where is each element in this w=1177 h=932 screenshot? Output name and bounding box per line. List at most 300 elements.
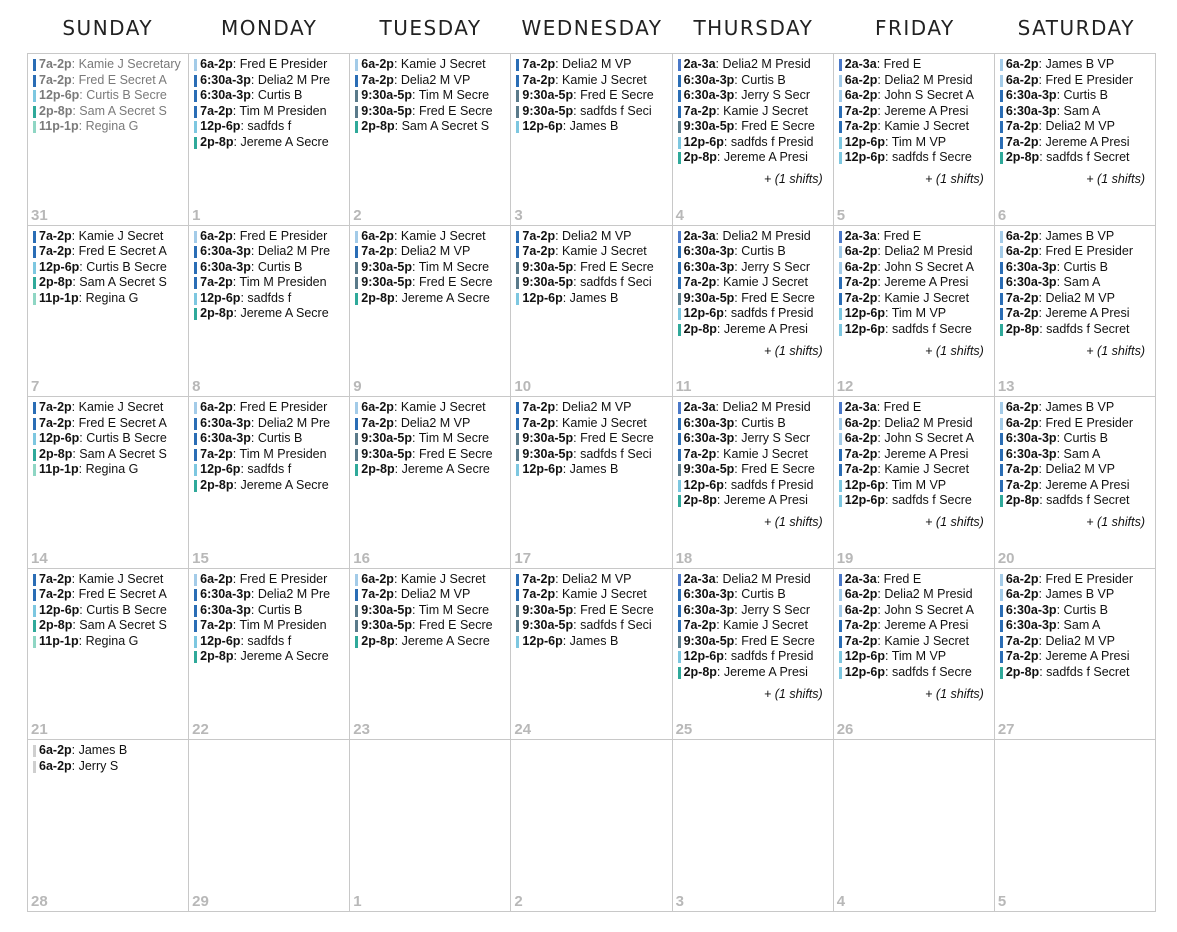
shift-entry[interactable] (677, 119, 831, 135)
day-cell[interactable] (189, 226, 350, 398)
shift-entry[interactable] (32, 462, 186, 478)
day-number: 27 (997, 721, 1015, 739)
shift-entry[interactable] (999, 447, 1153, 463)
shift-entry[interactable] (838, 618, 992, 634)
shift-assignee: Fred E Secre (418, 275, 493, 290)
shift-time: 6a-2p (1005, 415, 1039, 430)
shift-entry[interactable] (32, 759, 186, 775)
more-shifts-link[interactable]: + (1 shifts) (764, 172, 823, 186)
shift-entry[interactable] (193, 478, 347, 494)
shift-entry[interactable] (193, 88, 347, 104)
shift-separator: : (1039, 493, 1047, 508)
shift-entry[interactable] (32, 618, 186, 634)
shift-entry[interactable] (354, 634, 508, 650)
shift-entry[interactable] (677, 603, 831, 619)
shift-time: 7a-2p (200, 446, 233, 461)
shift-entry[interactable] (999, 416, 1153, 432)
shift-separator: : (877, 618, 885, 633)
shift-entry[interactable] (677, 493, 831, 509)
day-cell[interactable] (673, 54, 834, 226)
shift-separator: : (232, 103, 240, 118)
shift-time: 7a-2p (39, 400, 72, 415)
shift-entry[interactable] (838, 135, 992, 151)
shift-assignee: Fred E Secre (741, 119, 815, 133)
shift-time: 12p-6p (39, 259, 80, 274)
shift-entry[interactable] (32, 572, 186, 588)
shift-entry[interactable] (838, 322, 992, 338)
shift-entry[interactable] (32, 260, 186, 276)
shift-entry[interactable] (677, 275, 831, 291)
shift-entry[interactable] (677, 462, 831, 478)
shift-entry[interactable] (838, 104, 992, 120)
shift-entry[interactable] (999, 478, 1153, 494)
day-cell[interactable] (995, 397, 1156, 569)
shift-entry[interactable] (677, 73, 831, 89)
shift-entry[interactable] (515, 244, 669, 260)
shift-entry[interactable] (193, 587, 347, 603)
shift-entry[interactable] (838, 244, 992, 260)
shift-time: 2p-8p (200, 649, 234, 664)
day-cell[interactable] (834, 740, 995, 912)
shift-entry[interactable] (999, 649, 1153, 665)
day-cell[interactable] (28, 397, 189, 569)
shift-entry[interactable] (838, 291, 992, 307)
day-cell[interactable] (28, 569, 189, 741)
shift-entry[interactable] (354, 275, 508, 291)
shift-entry[interactable] (193, 119, 347, 135)
shift-separator: : (71, 228, 79, 243)
shift-separator: : (412, 275, 419, 290)
shift-assignee: Tim M Secre (418, 88, 490, 102)
more-shifts-link[interactable]: + (1 shifts) (764, 686, 823, 701)
shift-entry[interactable] (32, 587, 186, 603)
shift-entry[interactable] (193, 229, 347, 245)
shift-entry[interactable] (193, 618, 347, 634)
shift-color-bar (194, 589, 197, 601)
shift-separator: : (250, 602, 258, 617)
more-shifts-link[interactable]: + (1 shifts) (1086, 172, 1145, 186)
shift-entry[interactable] (999, 322, 1153, 338)
shift-assignee: sadfds f Seci (580, 103, 652, 118)
shift-entry[interactable] (838, 306, 992, 322)
day-cell[interactable] (511, 226, 672, 398)
shift-entry[interactable] (515, 275, 669, 291)
shift-separator: : (393, 400, 401, 415)
shift-assignee: Delia2 M Pre (257, 244, 331, 259)
shift-entry[interactable] (838, 400, 992, 416)
shift-entry[interactable] (677, 88, 831, 104)
shift-separator: : (555, 400, 563, 415)
shift-color-bar (355, 433, 358, 445)
shift-entry[interactable] (999, 431, 1153, 447)
shift-entry[interactable] (999, 665, 1153, 681)
shift-entry[interactable] (32, 275, 186, 291)
shift-color-bar (678, 308, 681, 320)
shift-entry[interactable] (999, 73, 1153, 89)
day-cell[interactable] (28, 740, 189, 912)
shift-entry[interactable] (999, 244, 1153, 260)
shift-entry[interactable] (193, 572, 347, 588)
weekday-label: SATURDAY (1017, 16, 1135, 40)
shift-entry[interactable] (838, 431, 992, 447)
shift-separator: : (233, 134, 241, 149)
day-cell[interactable] (350, 397, 511, 569)
shift-entry[interactable] (354, 431, 508, 447)
shift-assignee: Kamie J Secret (884, 119, 970, 133)
shift-separator: : (72, 446, 80, 461)
shift-color-bar (678, 480, 681, 492)
shift-entry[interactable] (838, 587, 992, 603)
day-cell[interactable] (673, 397, 834, 569)
shift-entry[interactable] (838, 57, 992, 73)
day-cell[interactable] (511, 54, 672, 226)
shift-entry[interactable] (32, 431, 186, 447)
more-shifts-link[interactable]: + (1 shifts) (764, 515, 823, 530)
shift-entry[interactable] (838, 119, 992, 135)
shift-entry[interactable] (838, 88, 992, 104)
shift-separator: : (734, 290, 742, 305)
shift-entry[interactable] (354, 57, 508, 73)
day-cell[interactable] (511, 397, 672, 569)
shift-entry[interactable] (677, 291, 831, 307)
shift-entry[interactable] (677, 322, 831, 338)
day-cell[interactable] (995, 54, 1156, 226)
shift-entry[interactable] (193, 73, 347, 89)
shift-time: 6:30a-3p (200, 587, 251, 602)
more-shifts-link[interactable]: + (1 shifts) (1086, 515, 1145, 530)
shift-entry[interactable] (193, 104, 347, 120)
shift-entry[interactable] (838, 447, 992, 463)
shift-color-bar (839, 308, 842, 320)
shift-color-bar (839, 620, 842, 632)
shift-separator: : (715, 228, 723, 243)
shift-entry[interactable] (32, 400, 186, 416)
shift-entry[interactable] (515, 57, 669, 73)
day-cell[interactable] (189, 569, 350, 741)
shift-separator: : (1038, 244, 1046, 259)
shift-entry[interactable] (515, 603, 669, 619)
shift-entry[interactable] (677, 572, 831, 588)
shift-entry[interactable] (193, 306, 347, 322)
shift-assignee: Fred E Presider (1045, 72, 1133, 87)
day-cell[interactable] (834, 226, 995, 398)
shift-entry[interactable] (193, 260, 347, 276)
shift-time: 2p-8p (361, 119, 395, 133)
shift-entry[interactable] (999, 587, 1153, 603)
day-cell[interactable] (28, 226, 189, 398)
day-cell[interactable] (189, 397, 350, 569)
shift-time: 6a-2p (1005, 72, 1039, 87)
shift-assignee: Delia2 M Pre (257, 72, 331, 87)
shift-separator: : (1038, 57, 1046, 71)
shift-entry[interactable] (32, 119, 186, 135)
shift-color-bar (355, 574, 358, 586)
shift-color-bar (516, 464, 519, 476)
shift-entry[interactable] (354, 572, 508, 588)
shift-entry[interactable] (193, 416, 347, 432)
shift-entry[interactable] (193, 447, 347, 463)
shift-entry[interactable] (999, 400, 1153, 416)
shift-entry[interactable] (354, 462, 508, 478)
shift-time: 6a-2p (844, 72, 878, 87)
day-cell[interactable] (673, 740, 834, 912)
shift-entry[interactable] (32, 291, 186, 307)
shift-entry[interactable] (999, 275, 1153, 291)
shift-entry[interactable] (999, 104, 1153, 120)
shift-entry[interactable] (193, 275, 347, 291)
shift-separator: : (72, 618, 80, 633)
shift-entry[interactable] (32, 416, 186, 432)
shift-separator: : (573, 259, 581, 274)
shift-entry[interactable] (354, 291, 508, 307)
shift-entry[interactable] (838, 416, 992, 432)
shift-entry[interactable] (838, 603, 992, 619)
shift-entry[interactable] (354, 618, 508, 634)
shift-entry[interactable] (354, 244, 508, 260)
shift-entry[interactable] (193, 462, 347, 478)
shift-assignee: Tim M Presiden (239, 103, 327, 118)
shift-separator: : (71, 57, 79, 71)
shift-entry[interactable] (515, 88, 669, 104)
shift-entry[interactable] (32, 229, 186, 245)
shift-entry[interactable] (515, 634, 669, 650)
day-cell[interactable] (995, 226, 1156, 398)
shift-color-bar (678, 262, 681, 274)
day-number: 3 (514, 206, 523, 224)
shift-separator: : (877, 88, 885, 102)
shift-color-bar (678, 121, 681, 133)
shift-list (838, 57, 992, 166)
shift-entry[interactable] (677, 400, 831, 416)
shift-entry[interactable] (354, 119, 508, 135)
day-cell[interactable] (834, 54, 995, 226)
shift-time: 6:30a-3p (1005, 431, 1057, 446)
shift-entry[interactable] (193, 57, 347, 73)
shift-entry[interactable] (999, 150, 1153, 166)
day-cell[interactable] (350, 569, 511, 741)
shift-entry[interactable] (515, 229, 669, 245)
shift-entry[interactable] (193, 634, 347, 650)
shift-entry[interactable] (677, 618, 831, 634)
day-cell[interactable] (995, 569, 1156, 741)
day-cell[interactable] (673, 226, 834, 398)
shift-entry[interactable] (999, 135, 1153, 151)
shift-entry[interactable] (838, 572, 992, 588)
shift-entry[interactable] (32, 634, 186, 650)
shift-entry[interactable] (515, 119, 669, 135)
shift-assignee: Curtis B Secre (86, 88, 167, 102)
shift-entry[interactable] (838, 462, 992, 478)
shift-time: 7a-2p (522, 571, 556, 586)
shift-entry[interactable] (838, 665, 992, 681)
shift-entry[interactable] (999, 462, 1153, 478)
shift-assignee: Delia2 M Pre (257, 415, 331, 430)
shift-entry[interactable] (838, 229, 992, 245)
shift-entry[interactable] (838, 649, 992, 665)
shift-color-bar (839, 495, 842, 507)
shift-entry[interactable] (515, 291, 669, 307)
shift-entry[interactable] (193, 291, 347, 307)
shift-entry[interactable] (999, 291, 1153, 307)
shift-entry[interactable] (32, 244, 186, 260)
shift-entry[interactable] (354, 260, 508, 276)
shift-entry[interactable] (999, 260, 1153, 276)
shift-separator: : (555, 244, 563, 259)
shift-assignee: Delia2 M VP (1045, 462, 1115, 477)
shift-assignee: Sam A (1063, 103, 1101, 118)
shift-entry[interactable] (838, 73, 992, 89)
shift-entry[interactable] (32, 73, 186, 89)
shift-entry[interactable] (515, 462, 669, 478)
more-shifts-link[interactable]: + (1 shifts) (764, 343, 823, 358)
day-cell[interactable] (995, 740, 1156, 912)
shift-time: 9:30a-5p (522, 103, 574, 118)
day-cell[interactable] (834, 397, 995, 569)
shift-entry[interactable] (838, 150, 992, 166)
shift-entry[interactable] (677, 260, 831, 276)
shift-color-bar (33, 449, 36, 461)
shift-entry[interactable] (515, 572, 669, 588)
shift-entry[interactable] (515, 104, 669, 120)
shift-entry[interactable] (32, 104, 186, 120)
shift-entry[interactable] (999, 603, 1153, 619)
shift-entry[interactable] (677, 478, 831, 494)
shift-entry[interactable] (999, 572, 1153, 588)
shift-entry[interactable] (354, 400, 508, 416)
day-cell[interactable] (511, 569, 672, 741)
shift-list (515, 572, 669, 650)
shift-entry[interactable] (193, 135, 347, 151)
shift-color-bar (33, 636, 36, 648)
shift-entry[interactable] (32, 603, 186, 619)
shift-color-bar (1000, 324, 1003, 336)
day-cell[interactable] (350, 226, 511, 398)
shift-entry[interactable] (999, 57, 1153, 73)
shift-color-bar (194, 75, 197, 87)
shift-entry[interactable] (193, 400, 347, 416)
day-cell[interactable] (350, 740, 511, 912)
shift-entry[interactable] (999, 119, 1153, 135)
shift-entry[interactable] (838, 260, 992, 276)
more-shifts-link[interactable]: + (1 shifts) (925, 343, 984, 358)
day-number: 26 (836, 721, 854, 739)
shift-entry[interactable] (677, 150, 831, 166)
shift-entry[interactable] (838, 634, 992, 650)
shift-entry[interactable] (354, 587, 508, 603)
shift-entry[interactable] (354, 104, 508, 120)
shift-entry[interactable] (677, 104, 831, 120)
shift-time: 7a-2p (39, 228, 72, 243)
shift-color-bar (33, 293, 36, 305)
shift-entry[interactable] (515, 416, 669, 432)
shift-entry[interactable] (515, 73, 669, 89)
shift-entry[interactable] (677, 665, 831, 681)
shift-entry[interactable] (999, 634, 1153, 650)
shift-color-bar (1000, 90, 1003, 102)
shift-assignee: sadfds f Secret (1046, 321, 1130, 336)
shift-entry[interactable] (354, 603, 508, 619)
shift-entry[interactable] (193, 603, 347, 619)
shift-entry[interactable] (677, 229, 831, 245)
day-cell[interactable] (28, 54, 189, 226)
day-cell[interactable] (350, 54, 511, 226)
shift-color-bar (33, 90, 36, 102)
day-cell[interactable] (189, 740, 350, 912)
shift-entry[interactable] (999, 88, 1153, 104)
shift-time: 12p-6p (844, 306, 885, 321)
shift-entry[interactable] (32, 743, 186, 759)
shift-entry[interactable] (677, 57, 831, 73)
shift-time: 2p-8p (1005, 493, 1040, 508)
shift-list (32, 400, 186, 478)
shift-separator: : (555, 228, 563, 243)
shift-entry[interactable] (354, 229, 508, 245)
shift-entry[interactable] (838, 275, 992, 291)
shift-entry[interactable] (677, 244, 831, 260)
shift-entry[interactable] (838, 478, 992, 494)
shift-assignee: Kamie J Secret (78, 571, 164, 586)
shift-color-bar (1000, 262, 1003, 274)
shift-entry[interactable] (354, 73, 508, 89)
shift-entry[interactable] (838, 493, 992, 509)
shift-entry[interactable] (677, 306, 831, 322)
shift-entry[interactable] (515, 447, 669, 463)
shift-time: 7a-2p (361, 587, 394, 602)
day-cell[interactable] (834, 569, 995, 741)
shift-entry[interactable] (354, 447, 508, 463)
shift-entry[interactable] (677, 587, 831, 603)
more-shifts-link[interactable]: + (1 shifts) (925, 515, 984, 530)
shift-separator: : (232, 571, 240, 586)
day-cell[interactable] (511, 740, 672, 912)
shift-entry[interactable] (515, 618, 669, 634)
shift-separator: : (1038, 228, 1046, 243)
shift-entry[interactable] (677, 416, 831, 432)
shift-entry[interactable] (32, 88, 186, 104)
shift-color-bar (194, 106, 197, 118)
shift-entry[interactable] (515, 260, 669, 276)
day-cell[interactable] (189, 54, 350, 226)
day-number: 22 (192, 721, 209, 739)
shift-entry[interactable] (515, 400, 669, 416)
shift-entry[interactable] (999, 493, 1153, 509)
shift-entry[interactable] (515, 431, 669, 447)
shift-entry[interactable] (999, 229, 1153, 245)
shift-separator: : (715, 571, 723, 586)
shift-entry[interactable] (354, 88, 508, 104)
shift-entry[interactable] (677, 649, 831, 665)
shift-color-bar (839, 589, 842, 601)
more-shifts-link[interactable]: + (1 shifts) (925, 172, 984, 186)
shift-entry[interactable] (32, 57, 186, 73)
shift-entry[interactable] (677, 634, 831, 650)
more-shifts-link[interactable]: + (1 shifts) (925, 686, 984, 701)
shift-entry[interactable] (677, 135, 831, 151)
shift-entry[interactable] (354, 416, 508, 432)
shift-entry[interactable] (193, 431, 347, 447)
shift-assignee: Tim M Presiden (239, 618, 327, 633)
more-shifts-link[interactable]: + (1 shifts) (1086, 343, 1145, 358)
shift-entry[interactable] (999, 306, 1153, 322)
shift-entry[interactable] (193, 244, 347, 260)
shift-entry[interactable] (193, 649, 347, 665)
shift-entry[interactable] (677, 447, 831, 463)
day-cell[interactable] (673, 569, 834, 741)
shift-entry[interactable] (515, 587, 669, 603)
shift-entry[interactable] (999, 618, 1153, 634)
shift-entry[interactable] (32, 447, 186, 463)
shift-entry[interactable] (677, 431, 831, 447)
